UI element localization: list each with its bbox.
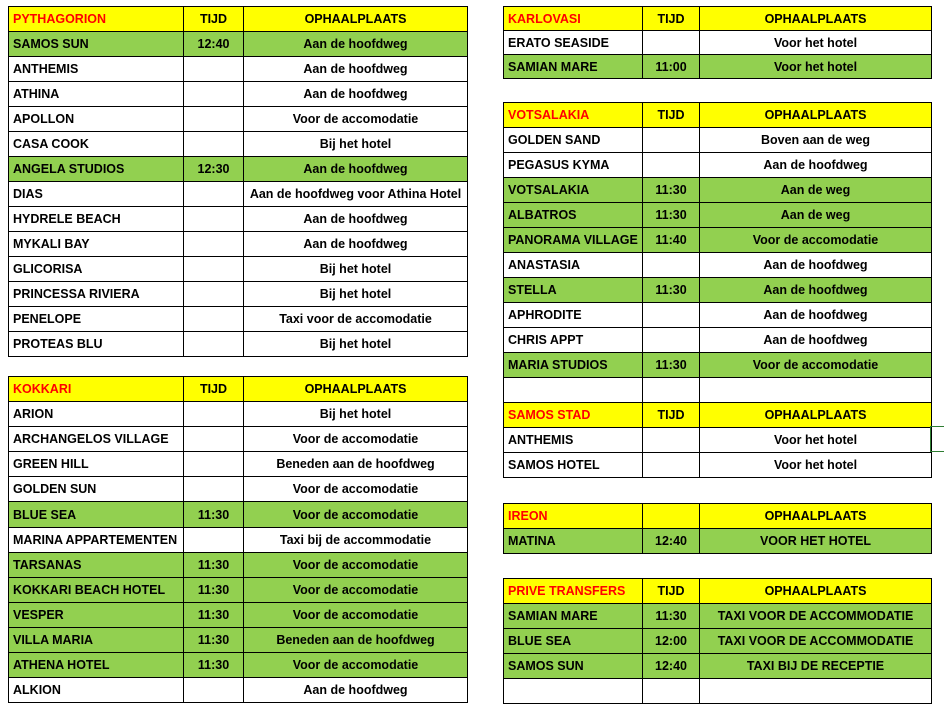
hotel-name-cell[interactable]: SAMIAN MARE: [504, 604, 643, 629]
pickup-place-cell[interactable]: Beneden aan de hoofdweg: [244, 627, 468, 652]
hotel-name-cell[interactable]: VESPER: [9, 602, 184, 627]
column-header-pickup[interactable]: OPHAALPLAATS: [700, 579, 932, 604]
hotel-name-cell[interactable]: GOLDEN SAND: [504, 128, 643, 153]
pickup-place-cell[interactable]: Boven aan de weg: [700, 128, 932, 153]
table-row: [504, 153, 932, 178]
pickup-time-cell[interactable]: 11:30: [184, 627, 244, 652]
pickup-place-cell[interactable]: Bij het hotel: [244, 332, 468, 357]
table-row: [9, 452, 468, 477]
column-header-pickup[interactable]: OPHAALPLAATS: [244, 377, 468, 402]
pickup-place-cell[interactable]: Voor de accomodatie: [244, 602, 468, 627]
table-row: [504, 178, 932, 203]
table-row: [9, 57, 468, 82]
table-row: [504, 328, 932, 353]
pickup-time-cell[interactable]: [184, 232, 244, 257]
pickup-place-cell[interactable]: Aan de hoofdweg: [700, 253, 932, 278]
pickup-place-cell[interactable]: [700, 378, 932, 403]
column-header-pickup[interactable]: OPHAALPLAATS: [244, 7, 468, 32]
pickup-place-cell[interactable]: Voor de accomodatie: [700, 228, 932, 253]
table-row: [9, 232, 468, 257]
table-row: [504, 453, 932, 478]
column-header-time[interactable]: [643, 504, 700, 529]
column-header-time[interactable]: TIJD: [184, 7, 244, 32]
hotel-name-cell[interactable]: ANTHEMIS: [9, 57, 184, 82]
pickup-time-cell[interactable]: [643, 679, 700, 704]
pickup-place-cell[interactable]: Voor het hotel: [700, 31, 932, 55]
section-title[interactable]: VOTSALAKIA: [504, 103, 643, 128]
table-row: [504, 428, 932, 453]
pickup-place-cell[interactable]: Aan de hoofdweg: [244, 207, 468, 232]
table-row: [9, 477, 468, 502]
pickup-place-cell[interactable]: Voor de accomodatie: [244, 502, 468, 527]
pickup-place-cell[interactable]: VOOR HET HOTEL: [700, 529, 932, 554]
pickup-place-cell[interactable]: Voor de accomodatie: [244, 427, 468, 452]
table-row: [504, 203, 932, 228]
pickup-place-cell[interactable]: Taxi bij de accommodatie: [244, 527, 468, 552]
hotel-name-cell[interactable]: PEGASUS KYMA: [504, 153, 643, 178]
column-header-pickup[interactable]: OPHAALPLAATS: [700, 504, 932, 529]
table-row: [504, 604, 932, 629]
hotel-name-cell[interactable]: CASA COOK: [9, 132, 184, 157]
pickup-place-cell[interactable]: Aan de hoofdweg: [244, 678, 468, 703]
table-row: [9, 602, 468, 627]
pickup-place-cell[interactable]: Aan de hoofdweg voor Athina Hotel: [244, 182, 468, 207]
hotel-name-cell[interactable]: DIAS: [9, 182, 184, 207]
pickup-time-cell[interactable]: [184, 182, 244, 207]
table-pythagorion: [8, 6, 468, 357]
pickup-time-cell[interactable]: [184, 452, 244, 477]
pickup-time-cell[interactable]: [184, 257, 244, 282]
hotel-name-cell[interactable]: STELLA: [504, 278, 643, 303]
table-votsalakia: [503, 102, 932, 403]
table-header-row: [504, 103, 932, 128]
table-row: [9, 552, 468, 577]
hotel-name-cell[interactable]: ATHINA: [9, 82, 184, 107]
pickup-place-cell[interactable]: Aan de hoofdweg: [700, 278, 932, 303]
hotel-name-cell[interactable]: MARIA STUDIOS: [504, 353, 643, 378]
table-row: [504, 654, 932, 679]
pickup-time-cell[interactable]: [643, 153, 700, 178]
hotel-name-cell[interactable]: SAMOS SUN: [9, 32, 184, 57]
table-row: [504, 253, 932, 278]
hotel-name-cell[interactable]: GREEN HILL: [9, 452, 184, 477]
table-header-row: [9, 377, 468, 402]
pickup-time-cell[interactable]: 12:00: [643, 629, 700, 654]
column-header-pickup[interactable]: OPHAALPLAATS: [700, 103, 932, 128]
table-row: [504, 679, 932, 704]
pickup-time-cell[interactable]: [643, 253, 700, 278]
pickup-time-cell[interactable]: [643, 428, 700, 453]
hotel-name-cell[interactable]: APOLLON: [9, 107, 184, 132]
pickup-time-cell[interactable]: [643, 128, 700, 153]
pickup-place-cell[interactable]: Bij het hotel: [244, 257, 468, 282]
hotel-name-cell[interactable]: PENELOPE: [9, 307, 184, 332]
table-row: [9, 653, 468, 678]
pickup-time-cell[interactable]: 12:40: [643, 529, 700, 554]
pickup-time-cell[interactable]: 11:40: [643, 228, 700, 253]
pickup-time-cell[interactable]: [184, 477, 244, 502]
hotel-name-cell[interactable]: ARION: [9, 402, 184, 427]
table-row: [9, 182, 468, 207]
table-prive-transfers: [503, 578, 932, 704]
pickup-place-cell[interactable]: Aan de hoofdweg: [244, 57, 468, 82]
table-row: [504, 128, 932, 153]
column-header-time[interactable]: TIJD: [643, 579, 700, 604]
table-header-row: [504, 403, 932, 428]
table-header-row: [504, 504, 932, 529]
section-title[interactable]: IREON: [504, 504, 643, 529]
table-karlovasi: [503, 6, 932, 79]
table-row: [9, 427, 468, 452]
table-row: [9, 332, 468, 357]
hotel-name-cell[interactable]: BLUE SEA: [504, 629, 643, 654]
table-row: [504, 278, 932, 303]
hotel-name-cell[interactable]: ANTHEMIS: [504, 428, 643, 453]
pickup-time-cell[interactable]: [184, 132, 244, 157]
pickup-time-cell[interactable]: [643, 31, 700, 55]
pickup-place-cell[interactable]: Voor het hotel: [700, 428, 932, 453]
hotel-name-cell[interactable]: PANORAMA VILLAGE: [504, 228, 643, 253]
table-row: [9, 282, 468, 307]
section-title[interactable]: KOKKARI: [9, 377, 184, 402]
hotel-name-cell[interactable]: VOTSALAKIA: [504, 178, 643, 203]
table-header-row: [504, 7, 932, 31]
pickup-time-cell[interactable]: 11:00: [643, 55, 700, 79]
hotel-name-cell[interactable]: ERATO SEASIDE: [504, 31, 643, 55]
pickup-place-cell[interactable]: Voor de accomodatie: [244, 653, 468, 678]
pickup-place-cell[interactable]: Aan de hoofdweg: [700, 328, 932, 353]
pickup-place-cell[interactable]: Aan de hoofdweg: [700, 303, 932, 328]
pickup-place-cell[interactable]: TAXI BIJ DE RECEPTIE: [700, 654, 932, 679]
table-header-row: [9, 7, 468, 32]
section-title[interactable]: KARLOVASI: [504, 7, 643, 31]
pickup-time-cell[interactable]: 11:30: [184, 502, 244, 527]
pickup-time-cell[interactable]: [643, 453, 700, 478]
hotel-name-cell[interactable]: MYKALI BAY: [9, 232, 184, 257]
table-row: [9, 627, 468, 652]
hotel-name-cell[interactable]: MATINA: [504, 529, 643, 554]
hotel-name-cell[interactable]: VILLA MARIA: [9, 627, 184, 652]
hotel-name-cell[interactable]: SAMOS HOTEL: [504, 453, 643, 478]
pickup-time-cell[interactable]: [184, 107, 244, 132]
pickup-time-cell[interactable]: [184, 82, 244, 107]
pickup-time-cell[interactable]: [643, 378, 700, 403]
pickup-time-cell[interactable]: 12:40: [184, 32, 244, 57]
hotel-name-cell[interactable]: ANASTASIA: [504, 253, 643, 278]
pickup-place-cell[interactable]: Beneden aan de hoofdweg: [244, 452, 468, 477]
pickup-place-cell[interactable]: Bij het hotel: [244, 132, 468, 157]
pickup-place-cell[interactable]: Aan de hoofdweg: [244, 82, 468, 107]
pickup-place-cell[interactable]: Aan de hoofdweg: [244, 32, 468, 57]
hotel-name-cell[interactable]: [504, 679, 643, 704]
hotel-name-cell[interactable]: ANGELA STUDIOS: [9, 157, 184, 182]
pickup-place-cell[interactable]: Aan de hoofdweg: [700, 153, 932, 178]
section-title[interactable]: PRIVE TRANSFERS: [504, 579, 643, 604]
pickup-place-cell[interactable]: Voor het hotel: [700, 453, 932, 478]
pickup-time-cell[interactable]: [184, 427, 244, 452]
pickup-place-cell[interactable]: Aan de weg: [700, 203, 932, 228]
hotel-name-cell[interactable]: [504, 378, 643, 403]
table-header-row: [504, 579, 932, 604]
hotel-name-cell[interactable]: SAMOS SUN: [504, 654, 643, 679]
pickup-time-cell[interactable]: 11:30: [643, 178, 700, 203]
column-header-time[interactable]: TIJD: [643, 103, 700, 128]
table-row: [504, 31, 932, 55]
pickup-place-cell[interactable]: [700, 679, 932, 704]
pickup-place-cell[interactable]: Bij het hotel: [244, 402, 468, 427]
table-row: [9, 402, 468, 427]
table-kokkari: [8, 376, 468, 703]
pickup-time-cell[interactable]: 11:30: [184, 577, 244, 602]
pickup-time-cell[interactable]: [643, 303, 700, 328]
pickup-time-cell[interactable]: 11:30: [184, 602, 244, 627]
table-row: [504, 55, 932, 79]
table-row: [9, 32, 468, 57]
table-row: [504, 529, 932, 554]
table-row: [9, 307, 468, 332]
pickup-time-cell[interactable]: [184, 57, 244, 82]
pickup-time-cell[interactable]: [643, 328, 700, 353]
hotel-name-cell[interactable]: ALBATROS: [504, 203, 643, 228]
pickup-time-cell[interactable]: [184, 402, 244, 427]
hotel-name-cell[interactable]: ARCHANGELOS VILLAGE: [9, 427, 184, 452]
table-row: [504, 629, 932, 654]
table-row: [9, 527, 468, 552]
table-row: [504, 353, 932, 378]
table-row: [9, 207, 468, 232]
pickup-time-cell[interactable]: [184, 207, 244, 232]
table-ireon: [503, 503, 932, 554]
pickup-time-cell[interactable]: [184, 527, 244, 552]
selected-cell-outline: [930, 426, 944, 452]
hotel-name-cell[interactable]: HYDRELE BEACH: [9, 207, 184, 232]
table-samos-stad: [503, 402, 932, 478]
section-title[interactable]: PYTHAGORION: [9, 7, 184, 32]
pickup-place-cell[interactable]: TAXI VOOR DE ACCOMMODATIE: [700, 629, 932, 654]
hotel-name-cell[interactable]: ATHENA HOTEL: [9, 653, 184, 678]
pickup-place-cell[interactable]: Aan de hoofdweg: [244, 157, 468, 182]
hotel-name-cell[interactable]: PRINCESSA RIVIERA: [9, 282, 184, 307]
table-row: [504, 228, 932, 253]
pickup-place-cell[interactable]: Aan de hoofdweg: [244, 232, 468, 257]
pickup-place-cell[interactable]: Aan de weg: [700, 178, 932, 203]
table-row: [9, 157, 468, 182]
pickup-place-cell[interactable]: Voor de accomodatie: [700, 353, 932, 378]
pickup-place-cell[interactable]: Voor de accomodatie: [244, 107, 468, 132]
table-row: [9, 82, 468, 107]
pickup-time-cell[interactable]: [184, 332, 244, 357]
column-header-time[interactable]: TIJD: [184, 377, 244, 402]
pickup-place-cell[interactable]: Taxi voor de accomodatie: [244, 307, 468, 332]
pickup-time-cell[interactable]: 11:30: [643, 203, 700, 228]
column-header-pickup[interactable]: OPHAALPLAATS: [700, 7, 932, 31]
pickup-time-cell[interactable]: 11:30: [184, 552, 244, 577]
column-header-pickup[interactable]: OPHAALPLAATS: [700, 403, 932, 428]
pickup-place-cell[interactable]: Voor het hotel: [700, 55, 932, 79]
pickup-time-cell[interactable]: [184, 678, 244, 703]
pickup-time-cell[interactable]: 12:30: [184, 157, 244, 182]
pickup-time-cell[interactable]: [184, 307, 244, 332]
table-row: [9, 107, 468, 132]
pickup-time-cell[interactable]: [184, 282, 244, 307]
table-row: [9, 132, 468, 157]
table-row: [9, 577, 468, 602]
pickup-place-cell[interactable]: Voor de accomodatie: [244, 577, 468, 602]
table-row: [9, 678, 468, 703]
hotel-name-cell[interactable]: KOKKARI BEACH HOTEL: [9, 577, 184, 602]
hotel-name-cell[interactable]: CHRIS APPT: [504, 328, 643, 353]
pickup-place-cell[interactable]: TAXI VOOR DE ACCOMMODATIE: [700, 604, 932, 629]
pickup-time-cell[interactable]: 11:30: [643, 604, 700, 629]
pickup-place-cell[interactable]: Voor de accomodatie: [244, 477, 468, 502]
hotel-name-cell[interactable]: ALKION: [9, 678, 184, 703]
pickup-time-cell[interactable]: 12:40: [643, 654, 700, 679]
hotel-name-cell[interactable]: SAMIAN MARE: [504, 55, 643, 79]
hotel-name-cell[interactable]: APHRODITE: [504, 303, 643, 328]
section-title[interactable]: SAMOS STAD: [504, 403, 643, 428]
pickup-time-cell[interactable]: 11:30: [184, 653, 244, 678]
table-row: [504, 378, 932, 403]
pickup-time-cell[interactable]: 11:30: [643, 278, 700, 303]
hotel-name-cell[interactable]: PROTEAS BLU: [9, 332, 184, 357]
pickup-place-cell[interactable]: Bij het hotel: [244, 282, 468, 307]
table-row: [9, 502, 468, 527]
pickup-place-cell[interactable]: Voor de accomodatie: [244, 552, 468, 577]
column-header-time[interactable]: TIJD: [643, 403, 700, 428]
hotel-name-cell[interactable]: BLUE SEA: [9, 502, 184, 527]
column-header-time[interactable]: TIJD: [643, 7, 700, 31]
table-row: [9, 257, 468, 282]
hotel-name-cell[interactable]: GLICORISA: [9, 257, 184, 282]
hotel-name-cell[interactable]: TARSANAS: [9, 552, 184, 577]
pickup-time-cell[interactable]: 11:30: [643, 353, 700, 378]
hotel-name-cell[interactable]: MARINA APPARTEMENTEN: [9, 527, 184, 552]
hotel-name-cell[interactable]: GOLDEN SUN: [9, 477, 184, 502]
table-row: [504, 303, 932, 328]
